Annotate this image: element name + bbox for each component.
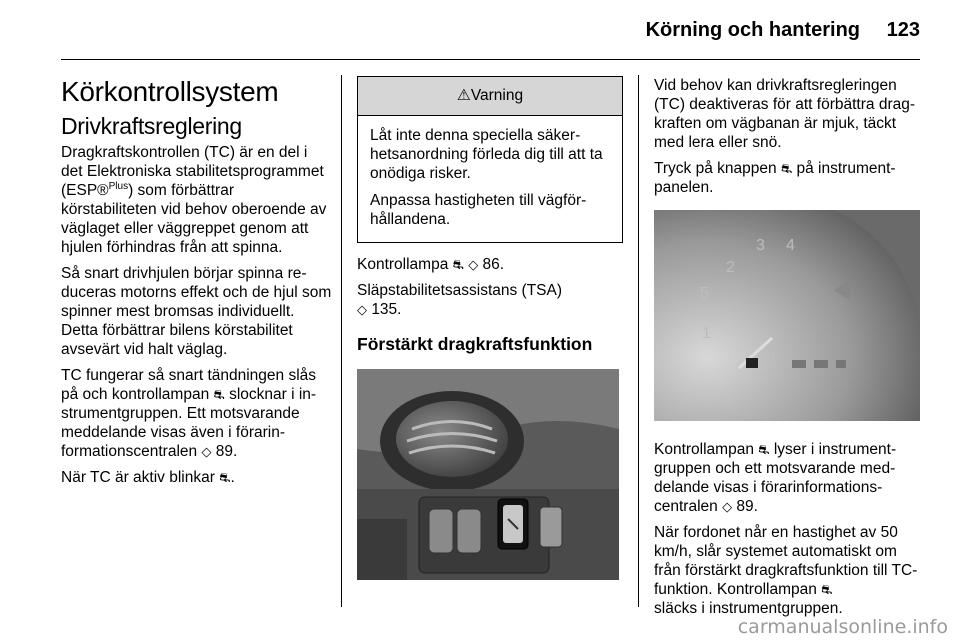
svg-text:3: 3 [756, 237, 765, 254]
column-2 [357, 76, 623, 595]
paragraph-tsa: Släpstabilitetsassistans (TSA) ◇ 135. [357, 282, 563, 318]
page-reference[interactable]: 135. [371, 301, 402, 318]
tc-lamp-icon: ⛐ [452, 257, 464, 272]
paragraph-intro: Dragkraftskontrollen (TC) är en del i det Elektroniska stabilitetsprogrammet (ESP®$^{Plus}$) som förbättrar körstabiliteten vid behov oberoende av väglaget eller väggreppet genom att hjulen förhindras från att spinna. [61, 144, 327, 256]
section-heading: Körkontrollsystem [61, 76, 279, 107]
watermark-footer: carmanualsonline.info [737, 616, 948, 638]
paragraph-lamp-lit: Kontrollampan ⛐ lyser i instrumentgruppen och ett motsvarande meddelande visas i förarinformationscentralen ◇ 89. [654, 441, 897, 515]
paragraph-blink: När TC är aktiv blinkar ⛐. [61, 469, 235, 486]
reference-arrow-icon: ◇ [357, 302, 367, 317]
warning-text-1: Låt inte denna speciella säkerhetsanordning förleda dig till att ta onödiga risker. [370, 127, 603, 182]
header-rule [61, 59, 920, 60]
paragraph-lamp-ref: Kontrollampa ⛐ ◇ 86. [357, 256, 505, 273]
paragraph-auto-switch: När fordonet når en hastighet av 50 km/h, slår systemet automatiskt om från förstärkt dragkraftsfunktion till TC-funktion. Kontrollampan ⛐ släcks i instrumentgruppen. [654, 524, 918, 617]
reference-arrow-icon: ◇ [468, 257, 479, 272]
svg-text:2: 2 [726, 259, 735, 276]
svg-text:5: 5 [700, 285, 709, 302]
warning-box [357, 76, 623, 243]
tc-lamp-icon: ⛐ [219, 470, 231, 485]
column-3 [654, 76, 922, 625]
warning-header: ⚠Varning [358, 77, 622, 116]
page-reference[interactable]: 86. [482, 256, 505, 273]
paragraph-spin: Så snart drivhjulen börjar spinna reduceras motorns effekt och de hjul som spinner mest bromsas individuellt. Detta förbättrar bilens körstabilitet avsevärt vid halt väglag. [61, 265, 332, 358]
column-divider-left [341, 75, 342, 607]
svg-text:1: 1 [702, 325, 711, 342]
page-number: 123 [886, 19, 920, 41]
paragraph-deactivate: Vid behov kan drivkraftsregleringen (TC) deaktiveras för att förbättra dragkraften om vägbanan är mjuk, täckt med lera eller snö. [654, 77, 916, 151]
svg-text:4: 4 [786, 237, 795, 254]
running-header-title: Körning och hantering [645, 19, 860, 41]
car-skid-icon: ⛐ [758, 442, 770, 457]
warning-icon: ⚠ [456, 87, 471, 104]
page-reference[interactable]: 89. [215, 443, 238, 460]
column-1 [61, 76, 333, 494]
car-skid-icon: ⛐ [780, 161, 793, 176]
column-divider-right [638, 75, 639, 607]
tc-lamp-icon: ⛐ [213, 387, 225, 402]
reference-arrow-icon: ◇ [201, 444, 212, 459]
reference-arrow-icon: ◇ [722, 499, 733, 514]
paragraph-activation: TC fungerar så snart tändningen slås på och kontrollampan ⛐ slocknar i instrumentgruppen. Ett motsvarande meddelande visas även i förarinformationscentralen ◇ 89. [61, 367, 317, 460]
subsection-heading-enhanced: Förstärkt dragkraftsfunktion [357, 334, 593, 354]
subsection-heading: Drivkraftsreglering [61, 113, 242, 139]
instrument-cluster-photo [654, 210, 920, 421]
page-reference[interactable]: 89. [736, 498, 758, 515]
car-skid-icon: ⛐ [821, 582, 833, 597]
paragraph-press-button: Tryck på knappen ⛐ på instrumentpanelen. [654, 160, 896, 196]
dashboard-switch-photo [357, 369, 619, 580]
warning-text-2: Anpassa hastigheten till vägförhållandena. [370, 192, 587, 228]
